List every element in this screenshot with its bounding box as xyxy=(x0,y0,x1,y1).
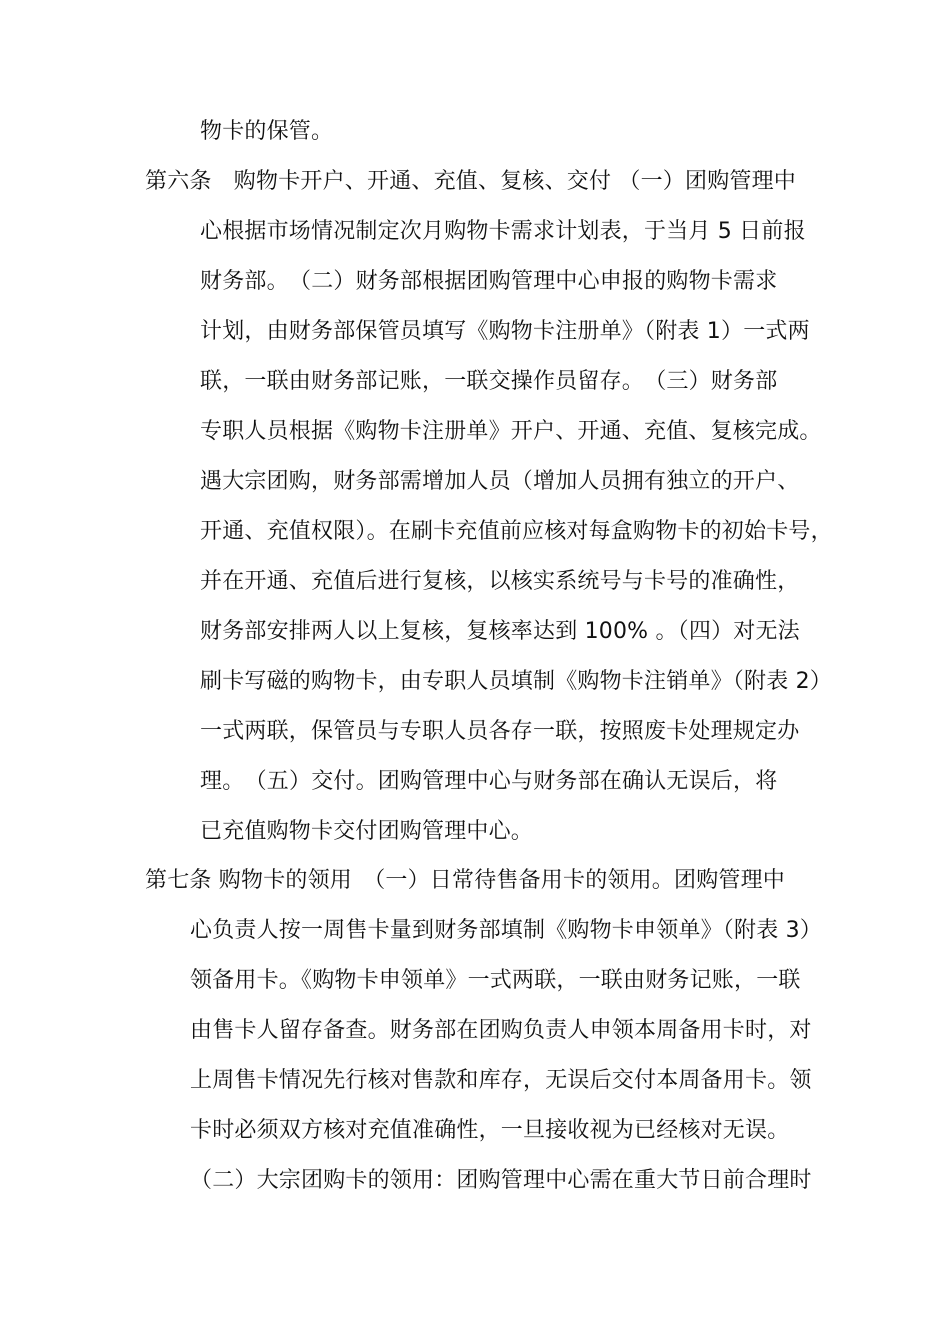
text-line: 一式两联，保管员与专职人员各存一联，按照废卡处理规定办 xyxy=(200,719,800,744)
text-line: 并在开通、充值后进行复核，以核实系统号与卡号的准确性， xyxy=(200,569,800,594)
text-line: 开通、充值权限）。在刷卡充值前应核对每盒购物卡的初始卡号， xyxy=(200,519,833,544)
text-line: 刷卡写磁的购物卡，由专职人员填制《购物卡注销单》（附表 2） xyxy=(200,669,832,694)
text-line: 物卡的保管。 xyxy=(200,119,334,144)
text-line: （二）大宗团购卡的领用：团购管理中心需在重大节日前合理时 xyxy=(190,1168,812,1193)
text-line: 心根据市场情况制定次月购物卡需求计划表，于当月 5 日前报 xyxy=(200,219,806,244)
text-line: 领备用卡。《购物卡申领单》一式两联，一联由财务记账，一联 xyxy=(190,968,801,993)
text-line: 财务部。 （二）财务部根据团购管理中心申报的购物卡需求 xyxy=(200,269,778,294)
text-line: 已充值购物卡交付团购管理中心。 xyxy=(200,819,534,844)
text-line: 财务部安排两人以上复核，复核率达到 100% 。（四）对无法 xyxy=(200,619,800,644)
text-line: 专职人员根据《购物卡注册单》开户、开通、充值、复核完成。 xyxy=(200,419,822,444)
article-6-heading-line: 第六条 购物卡开户、开通、充值、复核、交付 （一）团购管理中 xyxy=(145,169,796,194)
text-line: 由售卡人留存备查。财务部在团购负责人申领本周备用卡时，对 xyxy=(190,1018,812,1043)
article-7-heading-line: 第七条 购物卡的领用 （一）日常待售备用卡的领用。团购管理中 xyxy=(145,868,785,893)
text-line: 卡时必须双方核对充值准确性，一旦接收视为已经核对无误。 xyxy=(190,1118,790,1143)
text-line: 遇大宗团购，财务部需增加人员（增加人员拥有独立的开户、 xyxy=(200,469,800,494)
text-line: 计划，由财务部保管员填写《购物卡注册单》（附表 1）一式两 xyxy=(200,319,810,344)
text-line: 上周售卡情况先行核对售款和库存，无误后交付本周备用卡。领 xyxy=(190,1068,812,1093)
text-line: 理。 （五）交付。团购管理中心与财务部在确认无误后，将 xyxy=(200,769,778,794)
text-line: 联，一联由财务部记账，一联交操作员留存。 （三）财务部 xyxy=(200,369,778,394)
text-line: 心负责人按一周售卡量到财务部填制《购物卡申领单》（附表 3） xyxy=(190,918,822,943)
